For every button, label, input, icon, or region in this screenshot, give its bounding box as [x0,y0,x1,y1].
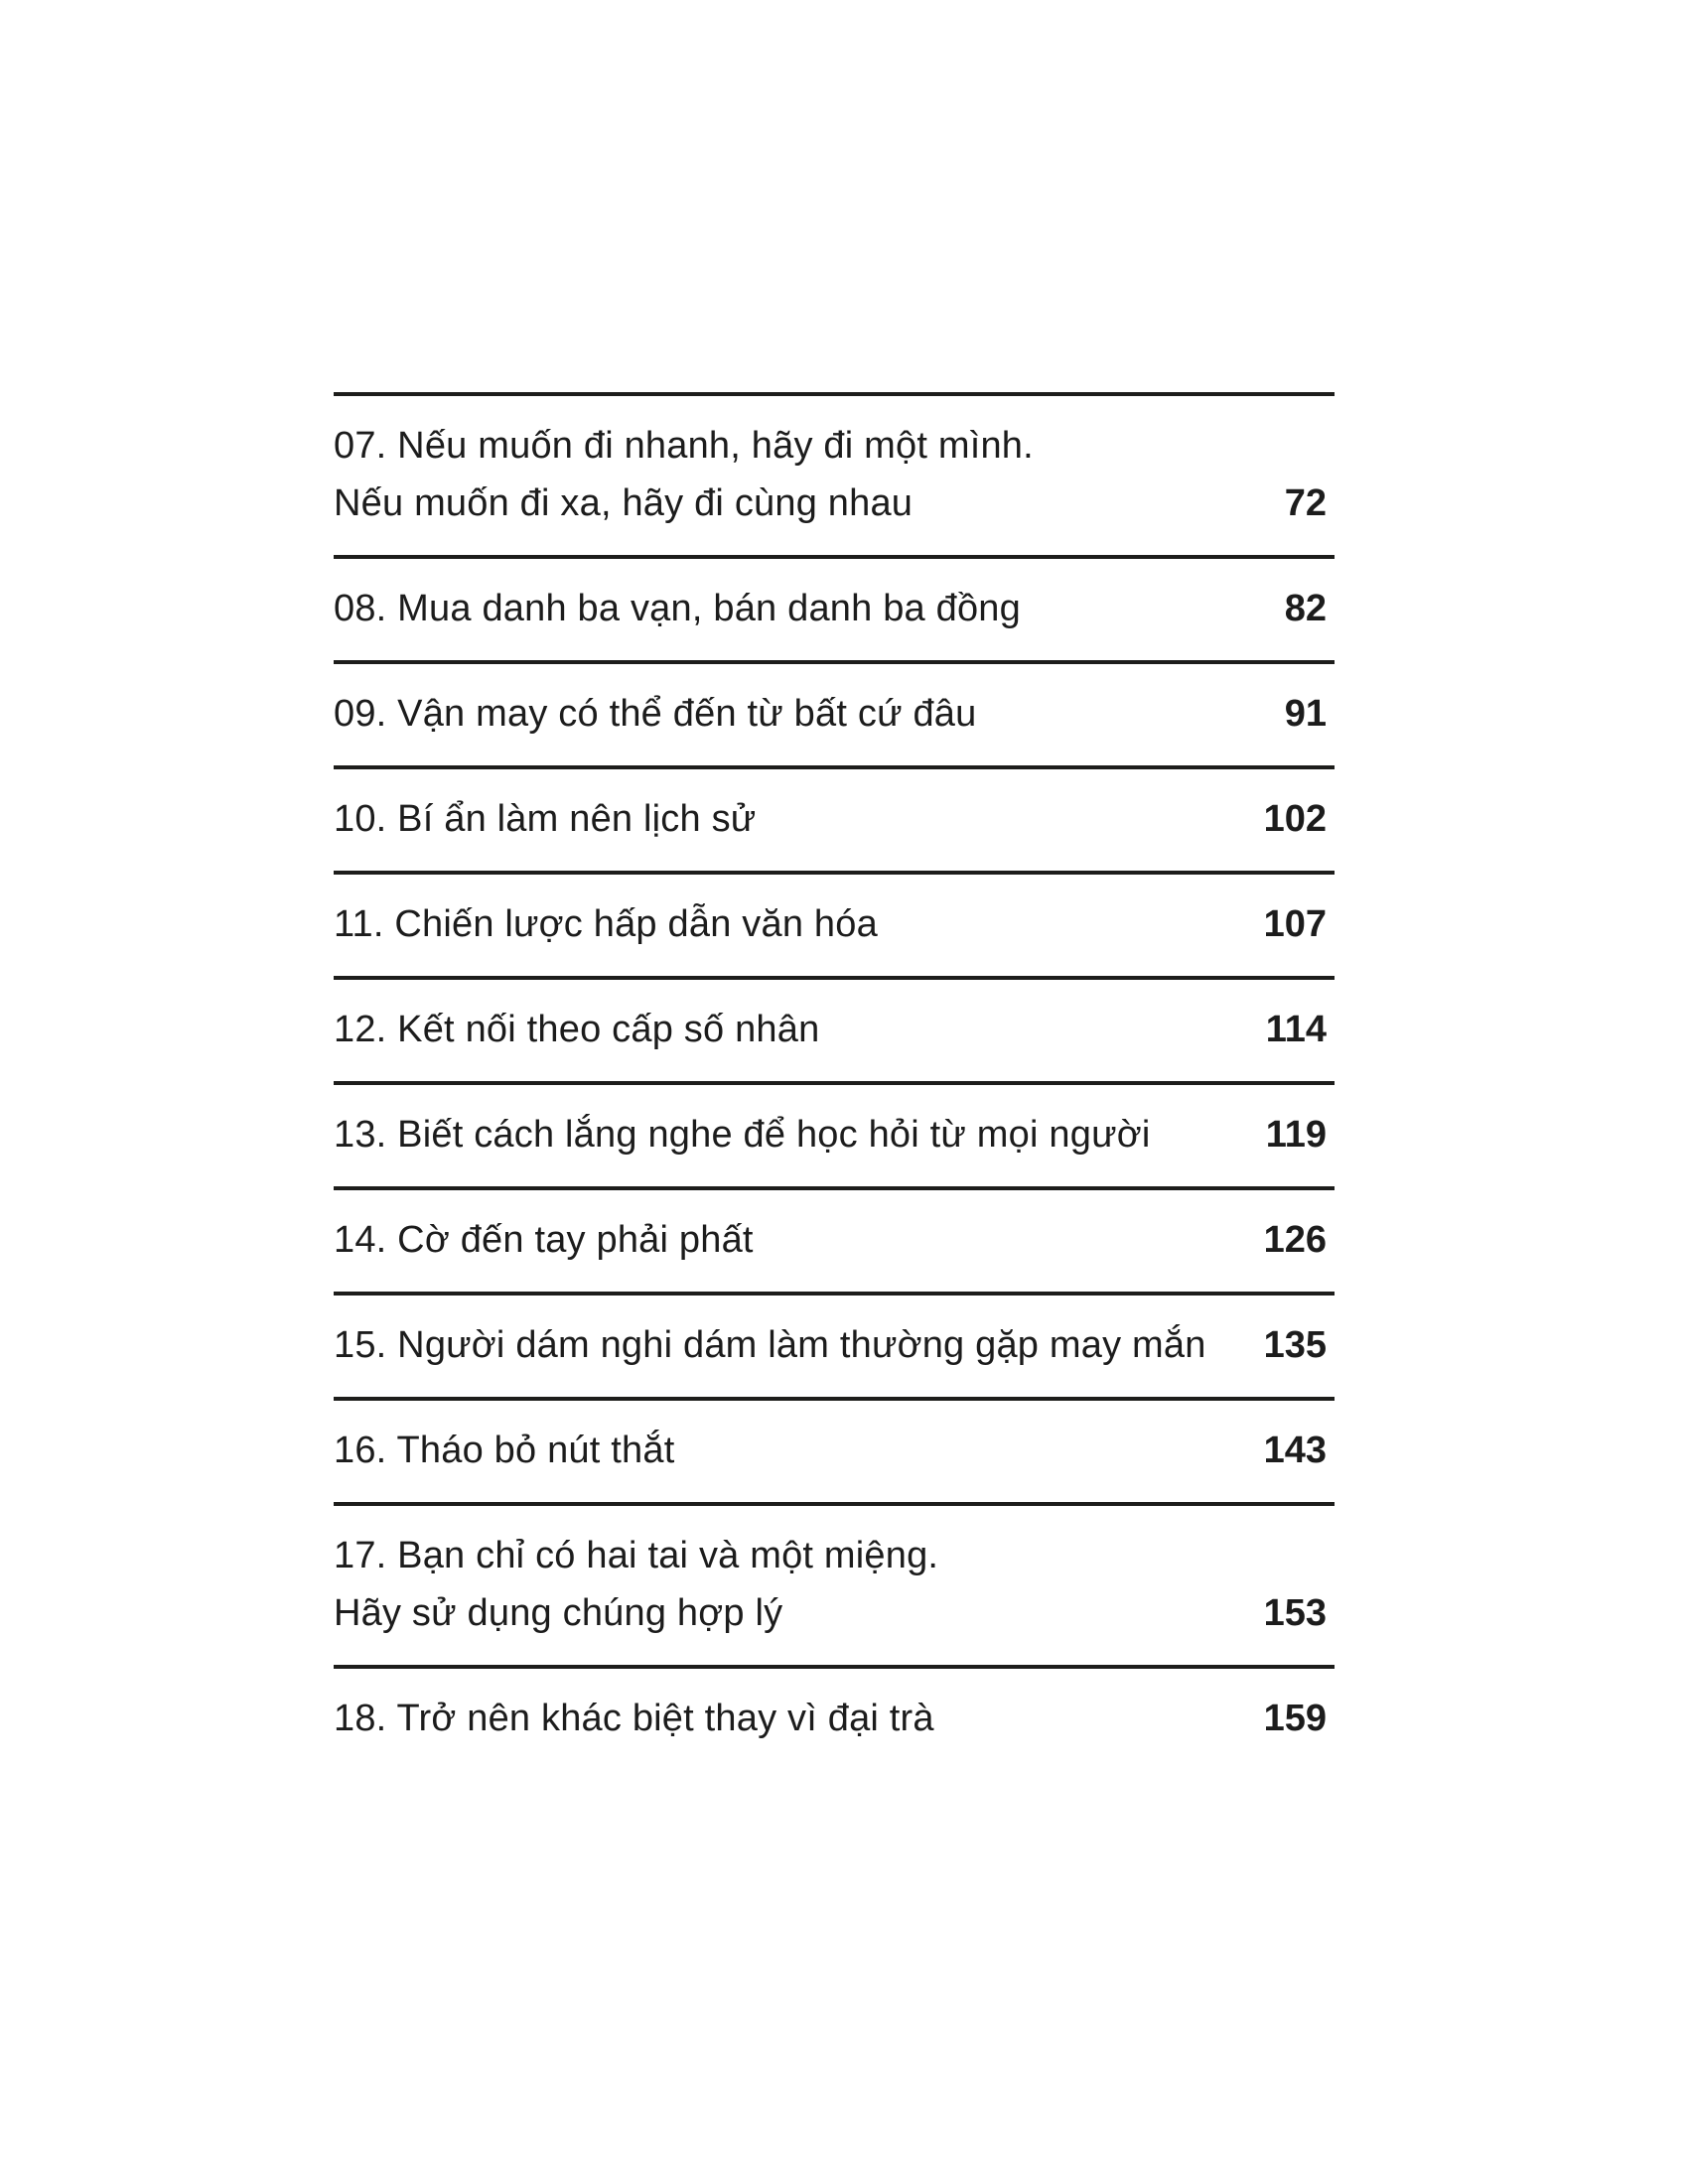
toc-entry-title [334,1211,754,1269]
toc-title-line: 16. Tháo bỏ nút thắt [334,1430,675,1471]
toc-entry-title [334,1106,1150,1163]
toc-entry [334,1502,1335,1665]
toc-entry [334,392,1335,555]
toc-title-line: 12. Kết nối theo cấp số nhân [334,1009,820,1050]
toc-entry-title [334,895,878,953]
toc-entry-title [334,1527,938,1642]
toc-entry-page-number: 135 [1263,1324,1327,1366]
toc-entry [334,1186,1335,1292]
toc-entry [334,765,1335,871]
toc-entry [334,976,1335,1081]
toc-entry-title [334,1690,934,1747]
toc-entry-title [334,580,1021,637]
toc-title-line: 13. Biết cách lắng nghe để học hỏi từ mọi người [334,1114,1151,1156]
toc-entry-page-number: 72 [1284,482,1327,524]
toc-entry [334,1081,1335,1186]
toc-title-line: 08. Mua danh ba vạn, bán danh ba đồng [334,588,1021,629]
toc-entry [334,555,1335,660]
toc-entry-page-number: 119 [1265,1114,1327,1156]
toc-entry-page-number: 82 [1284,588,1327,629]
toc-entry-title [334,685,976,743]
toc-title-line: 09. Vận may có thể đến từ bất cứ đâu [334,693,977,735]
toc-entry [334,1665,1335,1770]
toc-title-line: 07. Nếu muốn đi nhanh, hãy đi một mình. [334,425,1034,467]
toc-entry-title [334,417,1034,532]
toc-title-line: Hãy sử dụng chúng hợp lý [334,1592,783,1634]
toc-entry-page-number: 107 [1263,903,1327,945]
toc-title-line: 14. Cờ đến tay phải phất [334,1219,754,1261]
table-of-contents [334,392,1335,1770]
toc-entry [334,660,1335,765]
toc-entry [334,1397,1335,1502]
toc-entry [334,1292,1335,1397]
toc-title-line: 17. Bạn chỉ có hai tai và một miệng. [334,1535,939,1576]
toc-entry-title [334,1316,1206,1374]
toc-title-line: 18. Trở nên khác biệt thay vì đại trà [334,1698,934,1739]
toc-entry-page-number: 91 [1284,693,1327,735]
toc-entry-page-number: 143 [1263,1430,1327,1471]
toc-title-line: 11. Chiến lược hấp dẫn văn hóa [334,903,878,945]
toc-title-line: 15. Người dám nghi dám làm thường gặp may mắn [334,1324,1206,1366]
toc-entry-title [334,1001,819,1058]
toc-title-line: 10. Bí ẩn làm nên lịch sử [334,798,757,840]
toc-title-line: Nếu muốn đi xa, hãy đi cùng nhau [334,482,914,524]
toc-entry-page-number: 126 [1263,1219,1327,1261]
toc-entry-page-number: 102 [1263,798,1327,840]
toc-entry-page-number: 153 [1263,1592,1327,1634]
toc-entry-page-number: 114 [1265,1009,1327,1050]
toc-entry-title [334,1422,674,1479]
toc-entry [334,871,1335,976]
toc-entry-title [334,790,756,848]
toc-entry-page-number: 159 [1263,1698,1327,1739]
